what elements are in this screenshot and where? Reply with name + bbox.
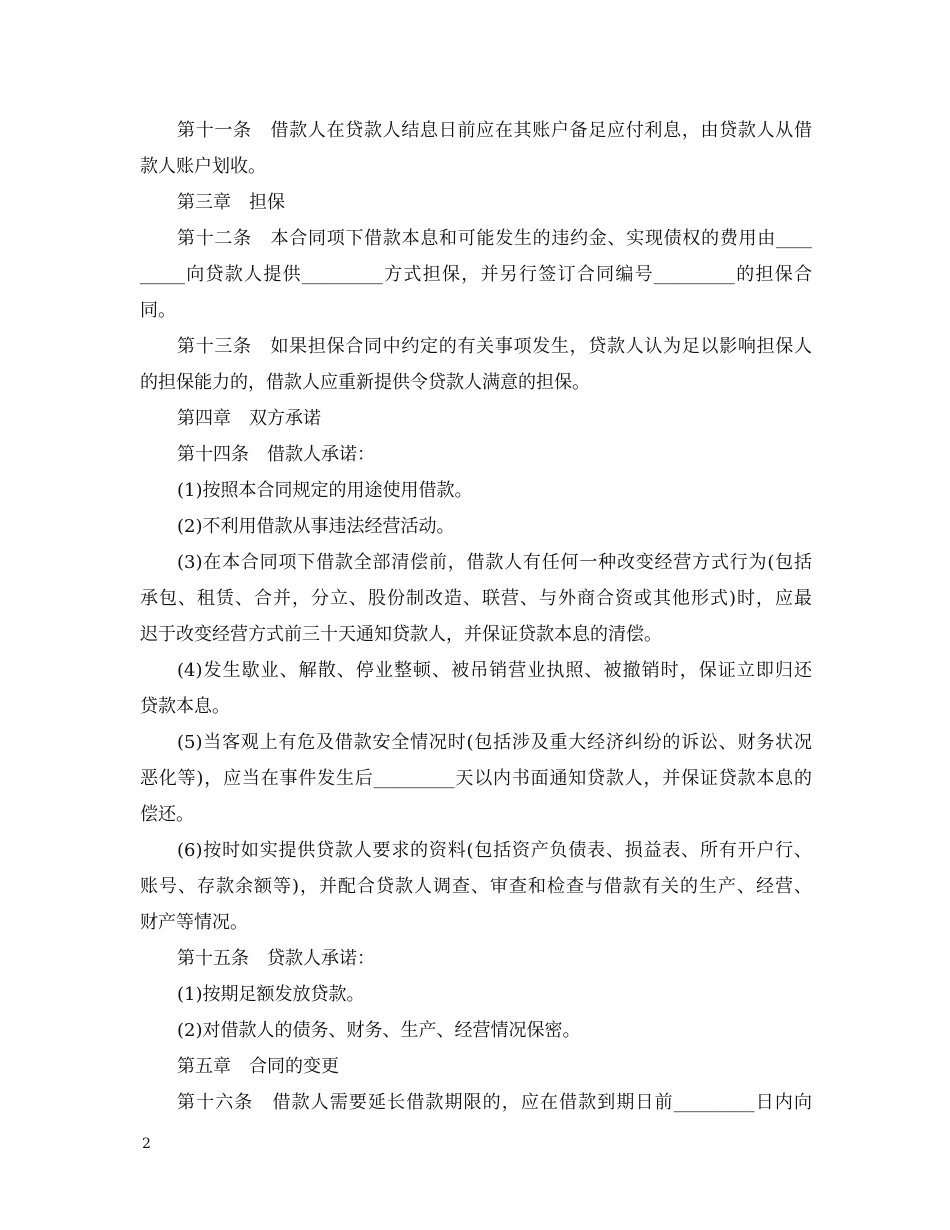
text-line: 第十四条 借款人承诺： — [177, 444, 375, 465]
text-line: 第十一条 借款人在贷款人结息日前应在其账户备足应付利息，由贷款人从借 — [177, 120, 812, 141]
text-line: 第十三条 如果担保合同中约定的有关事项发生，贷款人认为足以影响担保人 — [177, 336, 812, 357]
text-line: 贷款本息。 — [140, 696, 230, 717]
text-line: (2)对借款人的债务、财务、生产、经营情况保密。 — [177, 1020, 581, 1041]
text-line: 第五章 合同的变更 — [177, 1056, 339, 1077]
page-number: 2 — [142, 1136, 151, 1152]
text-line: (3)在本合同项下借款全部清偿前，借款人有任何一种改变经营方式行为(包括 — [177, 552, 812, 573]
text-line: 第十二条 本合同项下借款本息和可能发生的违约金、实现债权的费用由____ — [177, 228, 812, 249]
text-line: 账号、存款余额等)，并配合贷款人调查、审查和检查与借款有关的生产、经营、 — [140, 876, 812, 897]
text-line: 第四章 双方承诺 — [177, 408, 321, 429]
text-line: (4)发生歇业、解散、停业整顿、被吊销营业执照、被撤销时，保证立即归还 — [177, 660, 812, 681]
text-line: 第十六条 借款人需要延长借款期限的，应在借款到期日前_________日内向 — [177, 1092, 812, 1113]
text-line: 承包、租赁、合并，分立、股份制改造、联营、与外商合资或其他形式)时，应最 — [140, 588, 812, 609]
text-line: _____向贷款人提供_________方式担保，并另行签订合同编号_________的担保合 — [140, 264, 812, 285]
text-line: (1)按期足额发放贷款。 — [177, 984, 365, 1005]
text-line: 财产等情况。 — [140, 912, 248, 933]
text-line: (5)当客观上有危及借款安全情况时(包括涉及重大经济纠纷的诉讼、财务状况 — [177, 732, 812, 753]
text-line: 第三章 担保 — [177, 192, 285, 213]
text-line: 同。 — [140, 300, 176, 321]
text-line: (1)按照本合同规定的用途使用借款。 — [177, 480, 473, 501]
text-line: (2)不利用借款从事违法经营活动。 — [177, 516, 455, 537]
text-line: 恶化等)，应当在事件发生后_________天以内书面通知贷款人，并保证贷款本息的 — [140, 768, 812, 789]
text-line: (6)按时如实提供贷款人要求的资料(包括资产负债表、损益表、所有开户行、 — [177, 840, 812, 861]
text-line: 第十五条 贷款人承诺： — [177, 948, 375, 969]
text-line: 偿还。 — [140, 804, 194, 825]
text-line: 迟于改变经营方式前三十天通知贷款人，并保证贷款本息的清偿。 — [140, 624, 662, 645]
text-line: 的担保能力的，借款人应重新提供令贷款人满意的担保。 — [140, 372, 590, 393]
text-line: 款人账户划收。 — [140, 156, 266, 177]
